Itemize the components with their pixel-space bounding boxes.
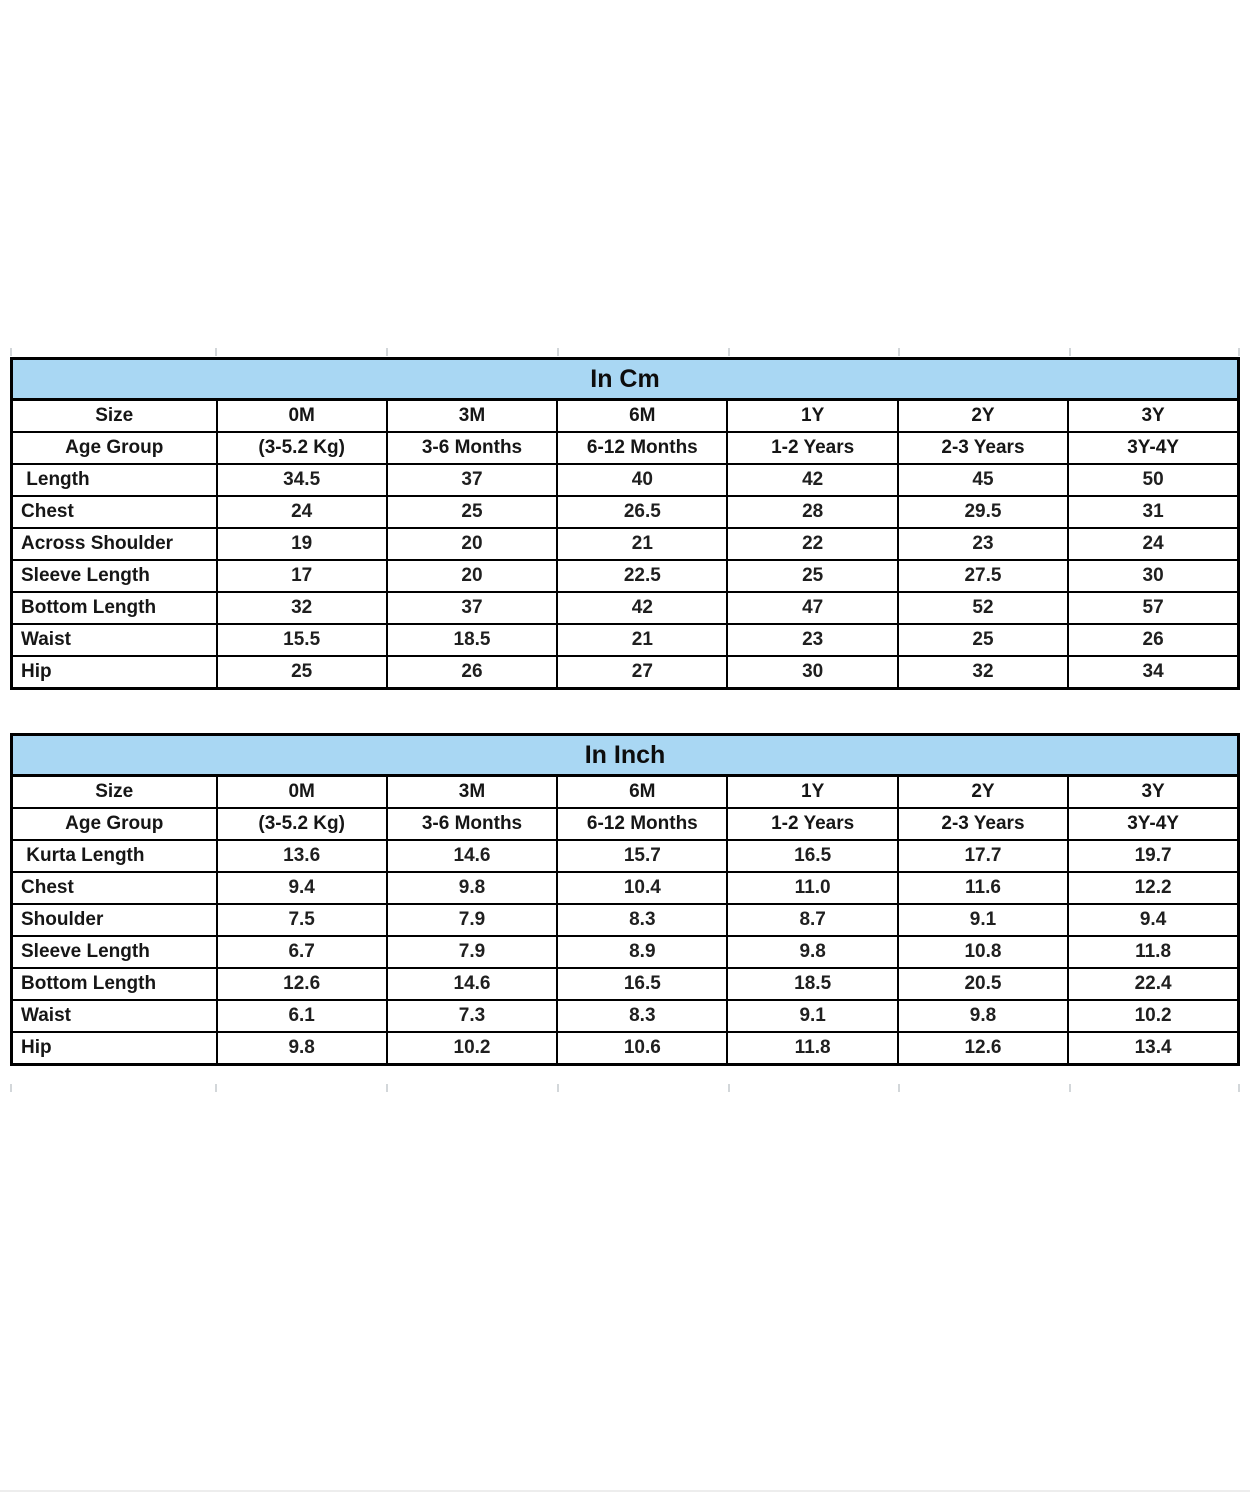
value-cell: 16.5 <box>557 968 727 1000</box>
value-cell: 37 <box>387 592 557 624</box>
value-cell: 9.4 <box>1068 904 1238 936</box>
value-cell: 28 <box>727 496 897 528</box>
column-header: (3-5.2 Kg) <box>217 808 387 840</box>
value-cell: 17 <box>217 560 387 592</box>
value-cell: 14.6 <box>387 840 557 872</box>
table-row <box>12 464 1239 496</box>
gridline-ticks-bottom <box>10 1084 1240 1092</box>
value-cell: 30 <box>727 656 897 689</box>
table-row <box>12 560 1239 592</box>
size-table-cm <box>10 357 1240 690</box>
column-header: 0M <box>217 776 387 809</box>
value-cell: 32 <box>217 592 387 624</box>
gridline-tick <box>1069 348 1071 356</box>
row-label: Chest <box>12 496 217 528</box>
value-cell: 23 <box>727 624 897 656</box>
column-header: 6M <box>557 776 727 809</box>
column-header: 1-2 Years <box>727 432 897 464</box>
column-header: 3Y <box>1068 776 1238 809</box>
value-cell: 23 <box>898 528 1068 560</box>
value-cell: 6.1 <box>217 1000 387 1032</box>
table-row <box>12 656 1239 689</box>
row-label: Size <box>12 400 217 433</box>
value-cell: 7.9 <box>387 936 557 968</box>
value-cell: 18.5 <box>387 624 557 656</box>
value-cell: 9.4 <box>217 872 387 904</box>
table-row <box>12 592 1239 624</box>
value-cell: 7.5 <box>217 904 387 936</box>
value-cell: 11.8 <box>727 1032 897 1065</box>
gridline-tick <box>557 1084 559 1092</box>
value-cell: 9.1 <box>898 904 1068 936</box>
gridline-tick <box>898 348 900 356</box>
value-cell: 37 <box>387 464 557 496</box>
column-header: 1Y <box>727 776 897 809</box>
value-cell: 10.2 <box>1068 1000 1238 1032</box>
column-header: 2Y <box>898 776 1068 809</box>
value-cell: 10.4 <box>557 872 727 904</box>
gridline-tick <box>1069 1084 1071 1092</box>
value-cell: 12.6 <box>217 968 387 1000</box>
row-label: Bottom Length <box>12 592 217 624</box>
value-cell: 50 <box>1068 464 1238 496</box>
row-label: Chest <box>12 872 217 904</box>
value-cell: 27 <box>557 656 727 689</box>
gridline-tick <box>728 348 730 356</box>
value-cell: 20 <box>387 560 557 592</box>
value-cell: 25 <box>727 560 897 592</box>
value-cell: 15.7 <box>557 840 727 872</box>
value-cell: 12.6 <box>898 1032 1068 1065</box>
row-label: Waist <box>12 1000 217 1032</box>
row-label: Length <box>12 464 217 496</box>
value-cell: 19.7 <box>1068 840 1238 872</box>
value-cell: 10.8 <box>898 936 1068 968</box>
table-row <box>12 624 1239 656</box>
value-cell: 24 <box>217 496 387 528</box>
value-cell: 31 <box>1068 496 1238 528</box>
row-label: Age Group <box>12 808 217 840</box>
value-cell: 26 <box>387 656 557 689</box>
value-cell: 10.6 <box>557 1032 727 1065</box>
column-header: 6-12 Months <box>557 808 727 840</box>
value-cell: 15.5 <box>217 624 387 656</box>
value-cell: 17.7 <box>898 840 1068 872</box>
value-cell: 7.3 <box>387 1000 557 1032</box>
value-cell: 8.3 <box>557 904 727 936</box>
gridline-tick <box>728 1084 730 1092</box>
value-cell: 16.5 <box>727 840 897 872</box>
value-cell: 52 <box>898 592 1068 624</box>
row-label: Sleeve Length <box>12 936 217 968</box>
column-header: (3-5.2 Kg) <box>217 432 387 464</box>
value-cell: 24 <box>1068 528 1238 560</box>
gridline-tick <box>215 1084 217 1092</box>
value-cell: 57 <box>1068 592 1238 624</box>
bottom-divider <box>0 1490 1250 1492</box>
row-label: Age Group <box>12 432 217 464</box>
value-cell: 11.6 <box>898 872 1068 904</box>
value-cell: 34.5 <box>217 464 387 496</box>
row-label: Bottom Length <box>12 968 217 1000</box>
value-cell: 14.6 <box>387 968 557 1000</box>
value-cell: 22.4 <box>1068 968 1238 1000</box>
table-row <box>12 528 1239 560</box>
header-row <box>12 776 1239 809</box>
row-label: Across Shoulder <box>12 528 217 560</box>
column-header: 1-2 Years <box>727 808 897 840</box>
column-header: 2-3 Years <box>898 432 1068 464</box>
value-cell: 13.6 <box>217 840 387 872</box>
value-cell: 26.5 <box>557 496 727 528</box>
header-row <box>12 808 1239 840</box>
column-header: 3Y <box>1068 400 1238 433</box>
value-cell: 40 <box>557 464 727 496</box>
column-header: 6-12 Months <box>557 432 727 464</box>
gridline-tick <box>898 1084 900 1092</box>
value-cell: 42 <box>727 464 897 496</box>
value-cell: 7.9 <box>387 904 557 936</box>
value-cell: 9.8 <box>898 1000 1068 1032</box>
column-header: 3-6 Months <box>387 808 557 840</box>
value-cell: 29.5 <box>898 496 1068 528</box>
table-body <box>12 400 1239 689</box>
value-cell: 9.1 <box>727 1000 897 1032</box>
row-label: Shoulder <box>12 904 217 936</box>
table-row <box>12 1032 1239 1065</box>
value-cell: 11.8 <box>1068 936 1238 968</box>
column-header: 3Y-4Y <box>1068 432 1238 464</box>
gridline-tick <box>10 348 12 356</box>
value-cell: 12.2 <box>1068 872 1238 904</box>
gridline-tick <box>1238 1084 1240 1092</box>
column-header: 0M <box>217 400 387 433</box>
title-row <box>12 359 1239 400</box>
column-header: 2-3 Years <box>898 808 1068 840</box>
value-cell: 10.2 <box>387 1032 557 1065</box>
value-cell: 25 <box>898 624 1068 656</box>
value-cell: 20 <box>387 528 557 560</box>
value-cell: 8.9 <box>557 936 727 968</box>
value-cell: 21 <box>557 528 727 560</box>
gridline-ticks-top <box>10 348 1240 356</box>
table-row <box>12 936 1239 968</box>
table-title-inch: In Inch <box>12 735 1239 776</box>
value-cell: 26 <box>1068 624 1238 656</box>
header-row <box>12 400 1239 433</box>
gridline-tick <box>215 348 217 356</box>
value-cell: 42 <box>557 592 727 624</box>
value-cell: 21 <box>557 624 727 656</box>
gridline-tick <box>1238 348 1240 356</box>
header-row <box>12 432 1239 464</box>
value-cell: 27.5 <box>898 560 1068 592</box>
value-cell: 30 <box>1068 560 1238 592</box>
table-row <box>12 904 1239 936</box>
row-label: Sleeve Length <box>12 560 217 592</box>
table-row <box>12 1000 1239 1032</box>
value-cell: 9.8 <box>217 1032 387 1065</box>
gridline-tick <box>386 348 388 356</box>
column-header: 6M <box>557 400 727 433</box>
row-label: Hip <box>12 656 217 689</box>
row-label: Size <box>12 776 217 809</box>
value-cell: 6.7 <box>217 936 387 968</box>
column-header: 2Y <box>898 400 1068 433</box>
value-cell: 11.0 <box>727 872 897 904</box>
value-cell: 22.5 <box>557 560 727 592</box>
table-title-cm: In Cm <box>12 359 1239 400</box>
table-row <box>12 872 1239 904</box>
column-header: 3M <box>387 400 557 433</box>
value-cell: 8.7 <box>727 904 897 936</box>
table-body <box>12 776 1239 1065</box>
title-row <box>12 735 1239 776</box>
column-header: 3M <box>387 776 557 809</box>
value-cell: 13.4 <box>1068 1032 1238 1065</box>
value-cell: 18.5 <box>727 968 897 1000</box>
row-label: Waist <box>12 624 217 656</box>
value-cell: 9.8 <box>387 872 557 904</box>
column-header: 1Y <box>727 400 897 433</box>
table-row <box>12 840 1239 872</box>
column-header: 3Y-4Y <box>1068 808 1238 840</box>
table-row <box>12 496 1239 528</box>
gridline-tick <box>10 1084 12 1092</box>
value-cell: 34 <box>1068 656 1238 689</box>
value-cell: 25 <box>387 496 557 528</box>
value-cell: 47 <box>727 592 897 624</box>
row-label: Kurta Length <box>12 840 217 872</box>
size-table-inch <box>10 733 1240 1066</box>
column-header: 3-6 Months <box>387 432 557 464</box>
value-cell: 20.5 <box>898 968 1068 1000</box>
value-cell: 25 <box>217 656 387 689</box>
value-cell: 32 <box>898 656 1068 689</box>
table-row <box>12 968 1239 1000</box>
value-cell: 9.8 <box>727 936 897 968</box>
value-cell: 22 <box>727 528 897 560</box>
value-cell: 45 <box>898 464 1068 496</box>
gridline-tick <box>386 1084 388 1092</box>
value-cell: 19 <box>217 528 387 560</box>
gridline-tick <box>557 348 559 356</box>
value-cell: 8.3 <box>557 1000 727 1032</box>
row-label: Hip <box>12 1032 217 1065</box>
